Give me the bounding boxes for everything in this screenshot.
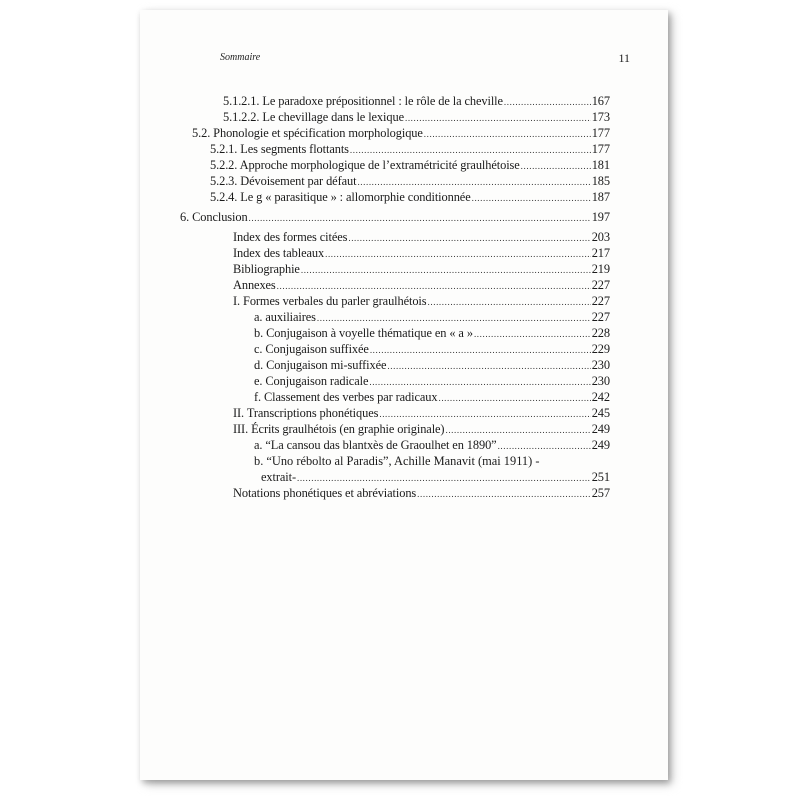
toc-entry (233, 485, 610, 501)
toc-entry (233, 261, 610, 277)
leader-dots (370, 342, 591, 358)
toc-entry-label: 6. Conclusion (180, 210, 248, 224)
toc-entry-label: II. Transcriptions phonétiques (233, 406, 379, 420)
toc-entry-page: 251 (591, 470, 610, 484)
document-page (140, 10, 668, 780)
toc-entry (261, 469, 610, 485)
leader-dots (498, 438, 591, 454)
leader-dots (387, 358, 590, 374)
leader-dots (369, 374, 590, 390)
leader-dots (301, 262, 591, 278)
toc-entry (210, 157, 610, 173)
leader-dots (350, 142, 591, 158)
leader-dots (445, 422, 590, 438)
toc-entry-page: 249 (591, 422, 610, 436)
leader-dots (357, 174, 590, 190)
toc-entry-label: e. Conjugaison radicale (254, 374, 369, 388)
leader-dots (521, 158, 591, 174)
toc-entry (254, 437, 610, 453)
toc-entry-label: Annexes (233, 278, 276, 292)
toc-entry-label: 5.2.2. Approche morphologique de l’extramétricité graulhétoise (210, 158, 520, 172)
toc-entry (254, 309, 610, 325)
toc-entry-label: 5.2. Phonologie et spécification morphologique (192, 126, 423, 140)
toc-entry (233, 293, 610, 309)
toc-entry-page: 249 (591, 438, 610, 452)
toc-entry-label: 5.2.4. Le g « parasitique » : allomorphie conditionnée (210, 190, 471, 204)
toc-entry-label: a. auxiliaires (254, 310, 316, 324)
leader-dots (325, 246, 591, 262)
page-number: 11 (618, 51, 630, 65)
toc-entry-page: 227 (591, 278, 610, 292)
leader-dots (249, 210, 591, 226)
toc-entry (254, 389, 610, 405)
toc-entry-label: b. “Uno rébolto al Paradis”, Achille Manavit (mai 1911) - (254, 454, 540, 468)
toc-entry-page: 197 (591, 210, 610, 224)
leader-dots (424, 126, 591, 142)
toc-entry-page: 219 (591, 262, 610, 276)
toc-entry-page: 185 (591, 174, 610, 188)
toc-entry (233, 245, 610, 261)
toc-entry-page: 245 (591, 406, 610, 420)
toc-entry (233, 277, 610, 293)
toc-entry-label: Notations phonétiques et abréviations (233, 486, 417, 500)
toc-entry-page: 167 (591, 94, 610, 108)
leader-dots (297, 470, 591, 486)
toc-entry-page: 230 (591, 374, 610, 388)
toc-entry (210, 189, 610, 205)
toc-entry-page: 228 (591, 326, 610, 340)
toc-entry-page: 177 (591, 126, 610, 140)
toc-entry-label: Index des formes citées (233, 230, 348, 244)
toc-entry-label: 5.2.3. Dévoisement par défaut (210, 174, 357, 188)
toc-entry (233, 421, 610, 437)
toc-entry-page: 177 (591, 142, 610, 156)
leader-dots (417, 486, 591, 502)
toc-entry (254, 325, 610, 341)
toc-entry (254, 373, 610, 389)
toc-entry-label: 5.1.2.2. Le chevillage dans le lexique (223, 110, 404, 124)
toc-entry-page: 230 (591, 358, 610, 372)
toc-entry (233, 229, 610, 245)
toc-entry-label: c. Conjugaison suffixée (254, 342, 369, 356)
toc-entry (192, 125, 610, 141)
leader-dots (405, 110, 591, 126)
leader-dots (504, 94, 591, 110)
toc-entry-page: 173 (591, 110, 610, 124)
leader-dots (348, 230, 590, 246)
toc-entry-label: 5.1.2.1. Le paradoxe prépositionnel : le rôle de la cheville (223, 94, 503, 108)
leader-dots (472, 190, 591, 206)
leader-dots (277, 278, 591, 294)
toc-entry (210, 173, 610, 189)
leader-dots (428, 294, 591, 310)
toc-entry-label: Bibliographie (233, 262, 300, 276)
toc-entry-label: f. Classement des verbes par radicaux (254, 390, 438, 404)
toc-entry-page: 229 (591, 342, 610, 356)
toc-entry-page: 227 (591, 294, 610, 308)
toc-entry-label: III. Écrits graulhétois (en graphie originale) (233, 422, 445, 436)
toc-entry (180, 209, 610, 225)
toc-entry-label: d. Conjugaison mi-suffixée (254, 358, 387, 372)
leader-dots (379, 406, 590, 422)
leader-dots (317, 310, 591, 326)
toc-entry (210, 141, 610, 157)
toc-entry-page: 257 (591, 486, 610, 500)
toc-entry-label: a. “La cansou das blantxès de Graoulhet en 1890” (254, 438, 497, 452)
toc-entry (223, 109, 610, 125)
toc-entry-label: I. Formes verbales du parler graulhétois (233, 294, 427, 308)
toc-entry (233, 405, 610, 421)
toc-entry-label: extrait- (261, 470, 296, 484)
toc-entry-label: 5.2.1. Les segments flottants (210, 142, 349, 156)
leader-dots (438, 390, 590, 406)
toc-entry (254, 357, 610, 373)
toc-entry-page: 217 (591, 246, 610, 260)
toc-entry-continued (254, 453, 539, 469)
toc-entry-label: b. Conjugaison à voyelle thématique en « a » (254, 326, 473, 340)
leader-dots (474, 326, 591, 342)
toc-entry-label: Index des tableaux (233, 246, 325, 260)
toc-entry-page: 181 (591, 158, 610, 172)
running-title: Sommaire (220, 52, 261, 63)
toc-entry (223, 93, 610, 109)
toc-entry-page: 227 (591, 310, 610, 324)
toc-entry-page: 203 (591, 230, 610, 244)
toc-entry-page: 242 (591, 390, 610, 404)
toc-entry (254, 341, 610, 357)
toc-entry-page: 187 (591, 190, 610, 204)
